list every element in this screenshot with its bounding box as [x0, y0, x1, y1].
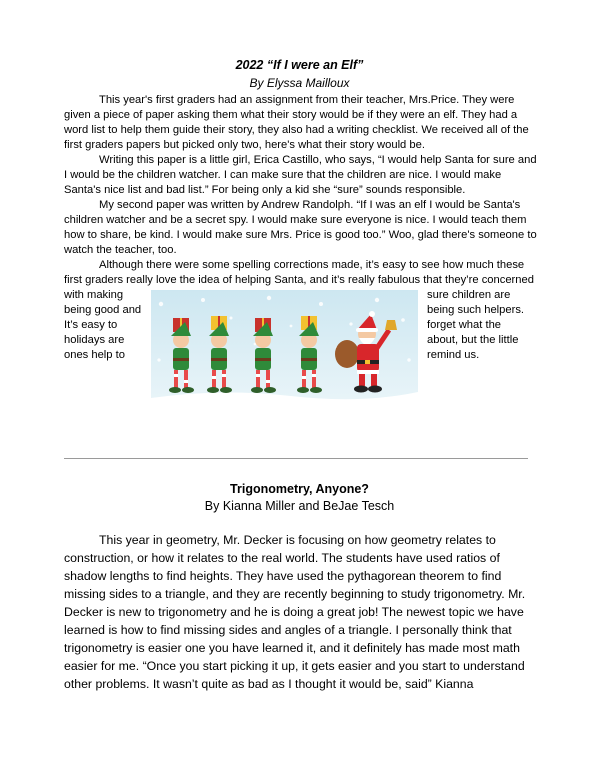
article2-line: This year in geometry, Mr. Decker is focusing on how geometry relates to: [99, 533, 496, 547]
article1-title: 2022 “If I were an Elf”: [235, 58, 364, 72]
article1-line: I would be the children watcher. I can make sure that the children are nice. I would make: [64, 169, 502, 181]
article1-line: Although there were some spelling corrections made, it’s easy to see how much these: [99, 259, 525, 271]
wrap-left-line: It’s easy to: [64, 319, 118, 331]
article2-line: shadow lengths to find heights. They have used the pythagorean theorem to find: [64, 569, 502, 583]
article1-line: first graders papers but picked only two, here's what their story would be.: [64, 139, 425, 151]
article2-line: Decker is new to trigonometry and he is doing a great job! The newest topic we have: [64, 605, 524, 619]
wrap-right-line: about, but the little: [427, 334, 519, 346]
wrap-right-line: sure children are: [427, 289, 511, 301]
wrap-right-line: remind us.: [427, 349, 480, 361]
wrap-left-line: ones help to: [64, 349, 125, 361]
article1-line: first graders really love the idea of helping Santa, and it’s really fabulous that they’re concerned: [64, 274, 534, 286]
article1-line: given a piece of paper asking them what their story would be if they were an elf. They had a: [64, 109, 518, 121]
article2-line: construction, or how it relates to the real world. The students have used ratios of: [64, 551, 500, 565]
article1-line: word list to help them guide their story, they also had a writing checklist. We received all of the: [64, 124, 529, 136]
article2-line: easier for me. “Once you start picking it up, it gets easier and you start to understand: [64, 659, 525, 673]
article2-byline: By Kianna Miller and BeJae Tesch: [204, 499, 395, 513]
article1-line: My second paper was written by Andrew Randolph. “If I was an elf I would be Santa's: [99, 199, 521, 211]
article2-line: other problems. It wasn’t quite as bad as I thought it would be, said” Kianna: [64, 677, 474, 691]
article2-line: trigonometry is easier one you have learned it, and it definitely has made most math: [64, 641, 520, 655]
bell-icon: [385, 320, 397, 330]
article1-line: Santa's nice list and bad list.” For being only a kid she “sure” sounds responsible.: [64, 184, 466, 196]
article2-line: learned is how to find missing sides and angles of a triangle. I personally think that: [64, 623, 512, 637]
article1-line: Writing this paper is a little girl, Erica Castillo, who says, “I would help Santa for sure and: [99, 154, 537, 166]
article2-title: Trigonometry, Anyone?: [230, 482, 369, 496]
wrap-left-line: with making: [64, 289, 124, 301]
wrap-right-line: forget what the: [427, 319, 502, 331]
article1-byline: By Elyssa Mailloux: [249, 76, 350, 90]
wrap-left-line: being good and: [64, 304, 142, 316]
article1-line: This year's first graders had an assignment from their teacher, Mrs.Price. They were: [99, 94, 515, 106]
article1-line: how to share, be kind. I would make sure Mrs. Price is good too.” Woo, glad there's someone to: [64, 229, 537, 241]
wrap-right-line: being such helpers.: [427, 304, 525, 316]
section-divider: [64, 458, 528, 459]
article2-line: missing sides to a triangle, and they are recently beginning to study trigonometry. Mr.: [64, 587, 526, 601]
article1-line: watch the teacher, too.: [64, 244, 177, 256]
article1-line: children watcher and be a secret spy. I would make sure everyone is nice. I would teach them: [64, 214, 527, 226]
elves-and-santa-illustration: [151, 290, 418, 424]
wrap-left-line: holidays are: [64, 334, 125, 346]
